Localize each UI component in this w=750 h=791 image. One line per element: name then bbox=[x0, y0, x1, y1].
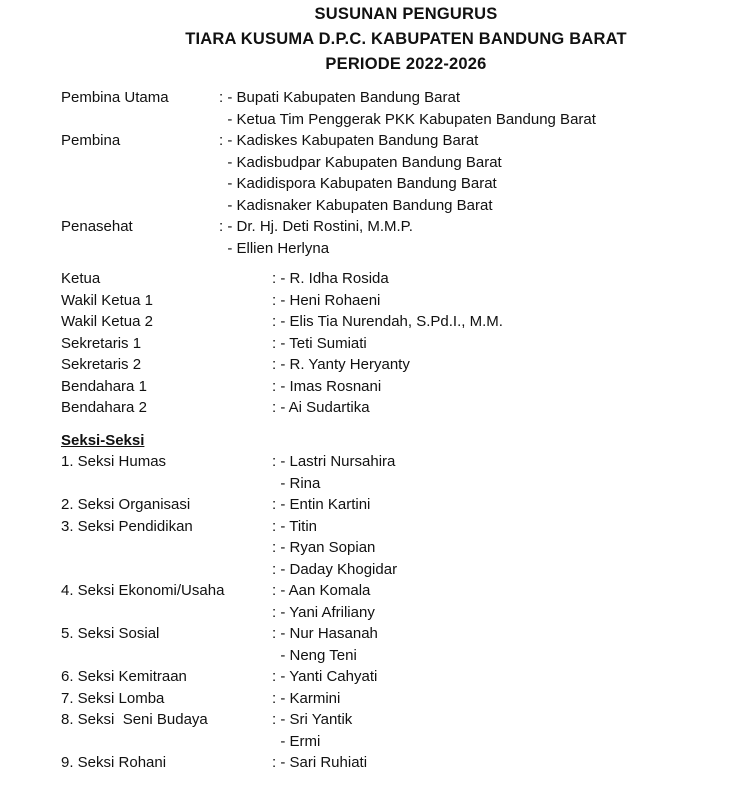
role-label: Bendahara 1 bbox=[61, 378, 147, 395]
member-name: : - Bupati Kabupaten Bandung Barat bbox=[219, 89, 461, 106]
role-label: Pembina bbox=[61, 132, 121, 149]
document-title: SUSUNAN PENGURUS bbox=[314, 5, 498, 23]
section-label: 5. Seksi Sosial bbox=[61, 625, 160, 642]
member-name: : - Yani Afriliany bbox=[272, 604, 375, 621]
member-name: : - Teti Sumiati bbox=[272, 335, 367, 352]
section-label: 9. Seksi Rohani bbox=[61, 754, 167, 771]
member-name: : - Entin Kartini bbox=[272, 496, 371, 513]
period-line: PERIODE 2022-2026 bbox=[325, 55, 487, 73]
role-label: Bendahara 2 bbox=[61, 399, 147, 416]
member-name: - Ketua Tim Penggerak PKK Kabupaten Bandung Barat bbox=[219, 111, 596, 128]
section-label: 4. Seksi Ekonomi/Usaha bbox=[61, 582, 225, 599]
section-label: 2. Seksi Organisasi bbox=[61, 496, 191, 513]
role-label: Pembina Utama bbox=[61, 89, 169, 106]
member-name: : - Imas Rosnani bbox=[272, 378, 382, 395]
member-name: - Ellien Herlyna bbox=[219, 240, 330, 257]
member-name: : - Nur Hasanah bbox=[272, 625, 378, 642]
role-label: Penasehat bbox=[61, 218, 133, 235]
role-label: Wakil Ketua 2 bbox=[61, 313, 153, 330]
member-name: : - Karmini bbox=[272, 690, 341, 707]
member-name: : - Ryan Sopian bbox=[272, 539, 376, 556]
role-label: Ketua bbox=[61, 270, 101, 287]
section-label: 1. Seksi Humas bbox=[61, 453, 167, 470]
section-label: 7. Seksi Lomba bbox=[61, 690, 165, 707]
member-name: : - Kadiskes Kabupaten Bandung Barat bbox=[219, 132, 479, 149]
role-label: Wakil Ketua 1 bbox=[61, 292, 153, 309]
member-name: : - Heni Rohaeni bbox=[272, 292, 381, 309]
section-label: 8. Seksi Seni Budaya bbox=[61, 711, 208, 728]
member-name: - Ermi bbox=[272, 733, 321, 750]
member-name: : - Yanti Cahyati bbox=[272, 668, 378, 685]
role-label: Sekretaris 2 bbox=[61, 356, 142, 373]
member-name: - Kadisbudpar Kabupaten Bandung Barat bbox=[219, 154, 502, 171]
organization-name: TIARA KUSUMA D.P.C. KABUPATEN BANDUNG BARAT bbox=[185, 30, 627, 48]
member-name: : - Elis Tia Nurendah, S.Pd.I., M.M. bbox=[272, 313, 503, 330]
member-name: : - R. Idha Rosida bbox=[272, 270, 389, 287]
member-name: : - Dr. Hj. Deti Rostini, M.M.P. bbox=[219, 218, 413, 235]
member-name: : - Aan Komala bbox=[272, 582, 371, 599]
member-name: - Kadidispora Kabupaten Bandung Barat bbox=[219, 175, 497, 192]
role-label: Sekretaris 1 bbox=[61, 335, 142, 352]
member-name: : - Sari Ruhiati bbox=[272, 754, 368, 771]
member-name: - Rina bbox=[272, 475, 321, 492]
member-name: : - Lastri Nursahira bbox=[272, 453, 396, 470]
sections-heading: Seksi-Seksi bbox=[61, 432, 145, 449]
member-name: : - Ai Sudartika bbox=[272, 399, 370, 416]
section-label: 6. Seksi Kemitraan bbox=[61, 668, 187, 685]
member-name: : - Sri Yantik bbox=[272, 711, 353, 728]
member-name: - Neng Teni bbox=[272, 647, 357, 664]
member-name: : - R. Yanty Heryanty bbox=[272, 356, 410, 373]
member-name: : - Titin bbox=[272, 518, 318, 535]
member-name: : - Daday Khogidar bbox=[272, 561, 398, 578]
member-name: - Kadisnaker Kabupaten Bandung Barat bbox=[219, 197, 493, 214]
section-label: 3. Seksi Pendidikan bbox=[61, 518, 193, 535]
